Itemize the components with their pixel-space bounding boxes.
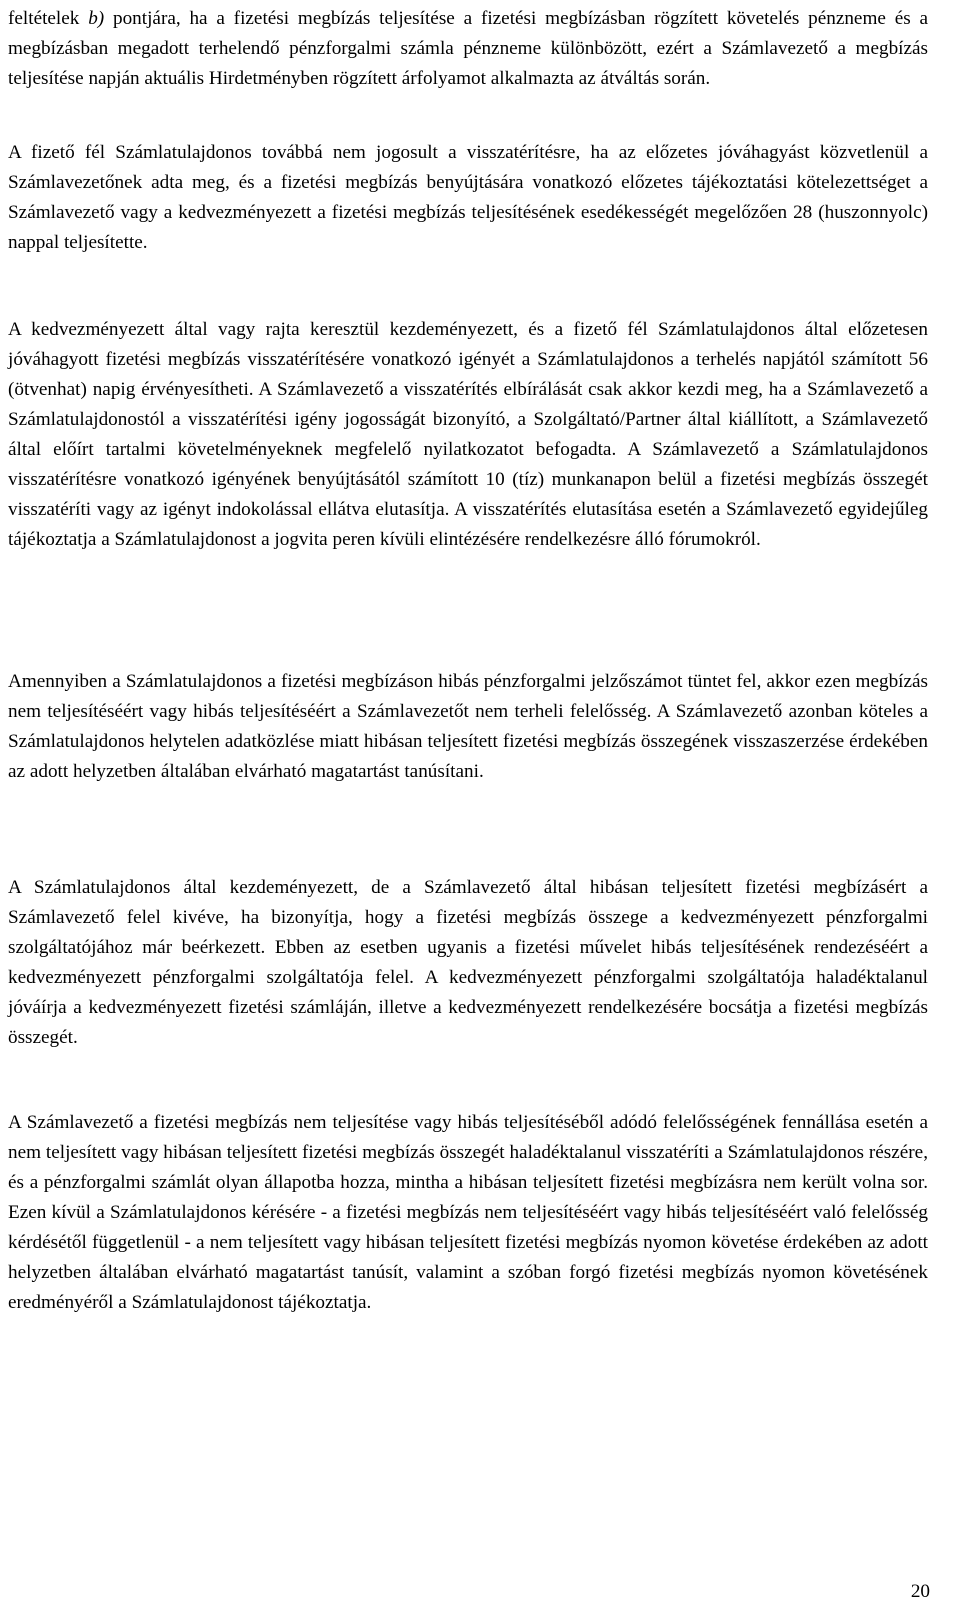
paragraph: A kedvezményezett által vagy rajta keresztül kezdeményezett, és a fizető fél Számlatulajdonos által előzetesen jóváhagyott fizetési megbízás visszatérítésére vonatkozó igényét a Számlatulajdonos a terhelés napjától számított 56 (ötvenhat) napig érvényesítheti. A Számlavezető a visszatérítés elbírálását csak akkor kezdi meg, ha a Számlavezető a Számlatulajdonostól a visszatérítési igény jogosságát bizonyító, a Szolgáltató/Partner által kiállított, a Számlavezető által előírt tartalmi követelményeknek megfelelő nyilatkozatot befogadta. A Számlavezető a Számlatulajdonos visszatérítésre vonatkozó igényének benyújtásától számított 10 (tíz) munkanapon belül a fizetési megbízás összegét visszatéríti vagy az igényt indokolással ellátva elutasítja. A visszatérítés elutasítása esetén a Számlavezető egyidejűleg tájékoztatja a Számlatulajdonost a jogvita peren kívüli elintézésére rendelkezésre álló fórumokról. bbox=[8, 319, 928, 550]
paragraph: A Számlavezető a fizetési megbízás nem teljesítése vagy hibás teljesítéséből adódó felelősségének fennállása esetén a nem teljesített vagy hibásan teljesített fizetési megbízás összegét haladéktalanul visszatéríti a Számlatulajdonos részére, és a pénzforgalmi számlát olyan állapotba hozza, mintha a hibásan teljesített fizetési megbízásra nem került volna sor. Ezen kívül a Számlatulajdonos kérésére - a fizetési megbízás nem teljesítéséért vagy hibás teljesítéséért való felelősség kérdésétől függetlenül - a nem teljesített vagy hibásan teljesített fizetési megbízás nyomon követése érdekében az adott helyzetben általában elvárható magatartást tanúsít, valamint a szóban forgó fizetési megbízás nyomon követésének eredményéről a Számlatulajdonost tájékoztatja. bbox=[8, 1112, 928, 1313]
paragraph-italic-reference: b) bbox=[88, 8, 105, 29]
paragraph-text: pontjára, ha a fizetési megbízás teljesítése a fizetési megbízásban rögzített követelés pénzneme és a megbízásban megadott terhelendő pénzforgalmi számla pénzneme különbözött, ezért a Számlavezető a megbízás teljesítése napján aktuális Hirdetményben rögzített árfolyamot alkalmazta az átváltás során. bbox=[8, 8, 928, 89]
paragraph-prefix: feltételek bbox=[8, 8, 89, 29]
paragraph: A Számlatulajdonos által kezdeményezett, de a Számlavezető által hibásan teljesített fizetési megbízásért a Számlavezető felel kivéve, ha bizonyítja, hogy a fizetési megbízás összege a kedvezményezett pénzforgalmi szolgáltatójához már beérkezett. Ebben az esetben ugyanis a fizetési művelet hibás teljesítésének rendezéséért a kedvezményezett pénzforgalmi szolgáltatója felel. A kedvezményezett pénzforgalmi szolgáltatója haladéktalanul jóváírja a kedvezményezett fizetési számláján, illetve a kedvezményezett rendelkezésére bocsátja a fizetési megbízás összegét. bbox=[8, 877, 928, 1048]
paragraph bbox=[8, 4, 928, 94]
paragraph: Amennyiben a Számlatulajdonos a fizetési megbízáson hibás pénzforgalmi jelzőszámot tüntet fel, akkor ezen megbízás nem teljesítéséért vagy hibás teljesítéséért a Számlavezetőt nem terheli felelősség. A Számlavezető azonban köteles a Számlatulajdonos helytelen adatközlése miatt hibásan teljesített fizetési megbízás összegének visszaszerzése érdekében az adott helyzetben általában elvárható magatartást tanúsítani. bbox=[8, 671, 928, 782]
page-number: 20 bbox=[910, 1581, 930, 1602]
paragraph: A fizető fél Számlatulajdonos továbbá nem jogosult a visszatérítésre, ha az előzetes jóváhagyást közvetlenül a Számlavezetőnek adta meg, és a fizetési megbízás benyújtására vonatkozó előzetes tájékoztatási kötelezettséget a Számlavezető vagy a kedvezményezett a fizetési megbízás teljesítésének esedékességét megelőzően 28 (huszonnyolc) nappal teljesítette. bbox=[8, 142, 928, 253]
